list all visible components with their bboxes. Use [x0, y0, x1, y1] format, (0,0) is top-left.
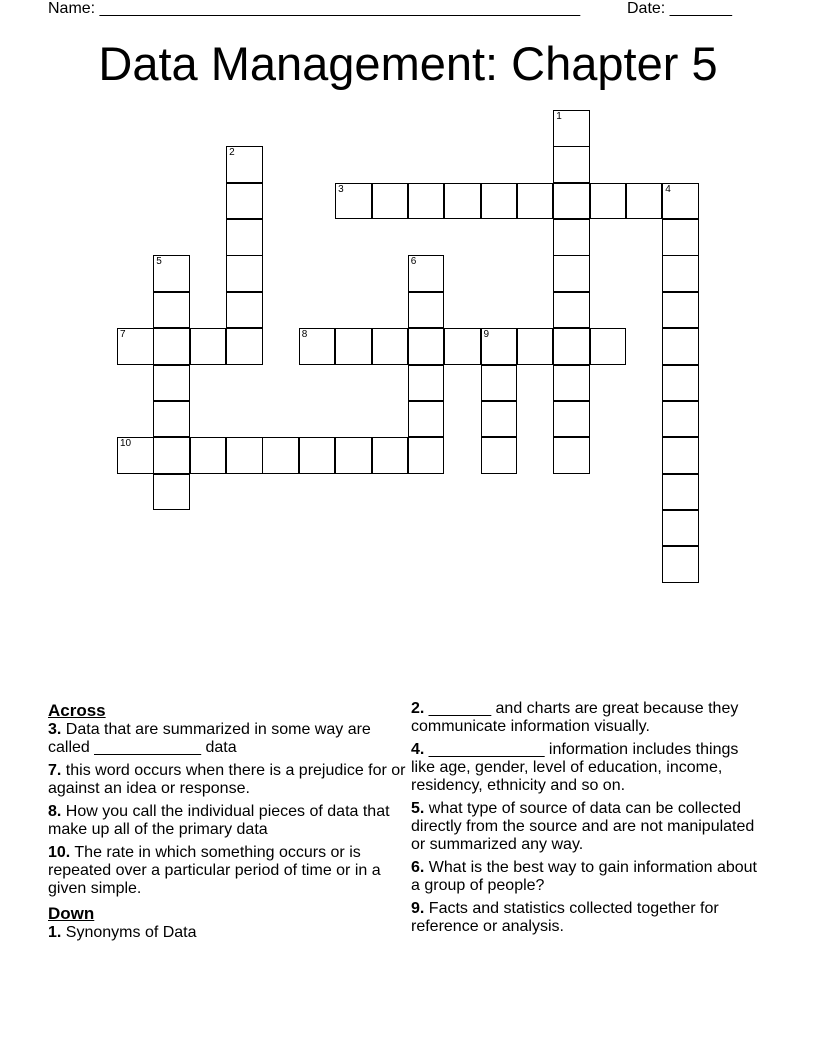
crossword-cell[interactable]: [408, 365, 445, 402]
crossword-cell[interactable]: [517, 328, 554, 365]
clue-number: 4: [665, 183, 671, 195]
clue-number: 10: [120, 438, 132, 450]
crossword-cell[interactable]: [190, 437, 227, 474]
clue-across-8: 8. How you call the individual pieces of data that make up all of the primary data: [48, 803, 390, 838]
crossword-cell[interactable]: [372, 183, 409, 220]
crossword-cell[interactable]: [226, 437, 263, 474]
crossword-cell[interactable]: [481, 365, 518, 402]
crossword-cell[interactable]: [153, 328, 190, 365]
crossword-cell[interactable]: [408, 292, 445, 329]
crossword-cell[interactable]: [153, 365, 190, 402]
clue-across-10: 10. The rate in which something occurs or is repeated over a particular period of time or in a given simple.: [48, 844, 381, 897]
crossword-cell[interactable]: [153, 474, 190, 511]
page-title: Data Management: Chapter 5: [98, 37, 718, 90]
crossword-cell[interactable]: [372, 328, 409, 365]
crossword-cell[interactable]: [553, 183, 590, 220]
clue-number: 8: [301, 329, 308, 341]
clue-down-9: 9. Facts and statistics collected together for reference or analysis.: [411, 900, 719, 935]
crossword-cell[interactable]: [481, 401, 518, 438]
crossword-cell[interactable]: [299, 437, 336, 474]
crossword-cell[interactable]: [226, 328, 263, 365]
crossword-cell[interactable]: [335, 437, 372, 474]
date-label: Date:: [627, 0, 666, 17]
crossword-cell[interactable]: [262, 437, 299, 474]
clue-across-3: 3. Data that are summarized in some way are called ____________ data: [48, 721, 371, 756]
crossword-cell-8[interactable]: [299, 328, 336, 365]
clue-number: 3: [338, 183, 344, 195]
crossword-cell[interactable]: [372, 437, 409, 474]
crossword-cell[interactable]: [553, 365, 590, 402]
crossword-cell-1[interactable]: [553, 110, 590, 147]
crossword-cell[interactable]: [553, 401, 590, 438]
crossword-cell[interactable]: [662, 255, 699, 292]
crossword-cell[interactable]: [335, 328, 372, 365]
crossword-cell[interactable]: [553, 328, 590, 365]
crossword-cell-6[interactable]: [408, 255, 445, 292]
crossword-cell[interactable]: [553, 437, 590, 474]
crossword-cell[interactable]: [444, 328, 481, 365]
crossword-cell[interactable]: [408, 401, 445, 438]
crossword-cell[interactable]: [226, 183, 263, 220]
crossword-cell-3[interactable]: [335, 183, 372, 220]
crossword-cell[interactable]: [590, 328, 627, 365]
clue-down-1: 1. Synonyms of Data: [48, 924, 197, 941]
crossword-cell[interactable]: [153, 401, 190, 438]
crossword-cell[interactable]: [553, 255, 590, 292]
name-blank[interactable]: ______________________________________________________: [99, 0, 581, 17]
crossword-cell-7[interactable]: [117, 328, 154, 365]
crossword-cell[interactable]: [481, 437, 518, 474]
clue-down-4: 4. _____________ information includes things like age, gender, level of education, income, residency, ethnicity and so on.: [411, 741, 739, 794]
crossword-cell[interactable]: [408, 183, 445, 220]
clue-number: 2: [229, 147, 235, 159]
down-heading: Down: [48, 904, 95, 923]
crossword-cell[interactable]: [662, 546, 699, 583]
crossword-cell[interactable]: [626, 183, 663, 220]
clue-across-7: 7. this word occurs when there is a prejudice for or against an idea or response.: [48, 762, 406, 797]
clue-down-2: 2. _______ and charts are great because they communicate information visually.: [411, 700, 739, 735]
name-label: Name:: [48, 0, 96, 17]
clue-number: 9: [483, 329, 490, 341]
date-blank[interactable]: _______: [669, 0, 732, 17]
crossword-cell[interactable]: [662, 328, 699, 365]
crossword-cell-4[interactable]: [662, 183, 699, 220]
crossword-cell[interactable]: [517, 183, 554, 220]
crossword-cell[interactable]: [553, 292, 590, 329]
crossword-cell[interactable]: [662, 292, 699, 329]
crossword-cell[interactable]: [226, 255, 263, 292]
clue-number: 7: [120, 329, 126, 341]
crossword-cell[interactable]: [590, 183, 627, 220]
crossword-cell[interactable]: [481, 183, 518, 220]
crossword-cell[interactable]: [662, 365, 699, 402]
crossword-cell[interactable]: [153, 292, 190, 329]
clue-number: 5: [156, 256, 162, 268]
crossword-cell[interactable]: [153, 437, 190, 474]
clue-number: 6: [410, 256, 417, 268]
across-heading: Across: [48, 701, 106, 720]
crossword-cell[interactable]: [190, 328, 227, 365]
crossword-cell-10[interactable]: [117, 437, 154, 474]
clue-down-5: 5. what type of source of data can be collected directly from the source and are not manipulated or summarized any way.: [411, 800, 755, 853]
clue-down-6: 6. What is the best way to gain information about a group of people?: [411, 859, 757, 894]
crossword-cell[interactable]: [444, 183, 481, 220]
crossword-cell[interactable]: [662, 437, 699, 474]
clues-left-column: [48, 700, 408, 947]
crossword-cell[interactable]: [226, 292, 263, 329]
crossword-cell[interactable]: [553, 146, 590, 183]
crossword-cell-2[interactable]: [226, 146, 263, 183]
crossword-cell-5[interactable]: [153, 255, 190, 292]
crossword-cell[interactable]: [226, 219, 263, 256]
crossword-cell[interactable]: [662, 219, 699, 256]
crossword-cell[interactable]: [408, 437, 445, 474]
crossword-cell[interactable]: [662, 510, 699, 547]
crossword-cell-9[interactable]: [481, 328, 518, 365]
crossword-cell[interactable]: [408, 328, 445, 365]
clues-right-column: [411, 700, 761, 941]
crossword-cell[interactable]: [662, 474, 699, 511]
clue-number: 1: [556, 111, 562, 122]
crossword-cell[interactable]: [553, 219, 590, 256]
crossword-cell[interactable]: [662, 401, 699, 438]
